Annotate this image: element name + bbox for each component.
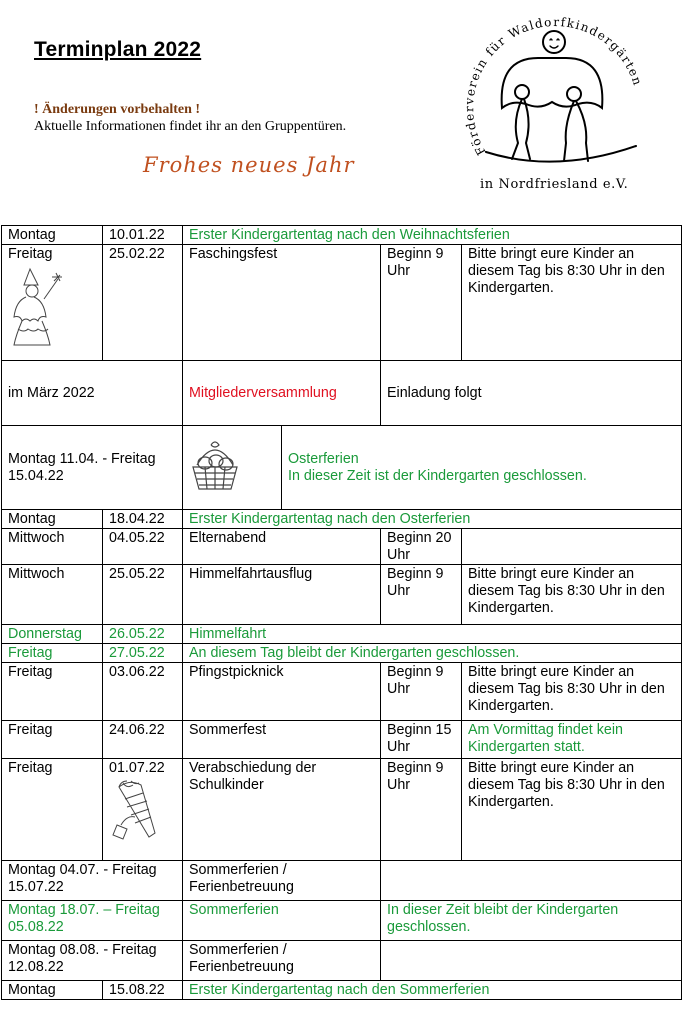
event-note: In dieser Zeit ist der Kindergarten geschlossen. [288, 468, 587, 484]
table-row [2, 510, 682, 529]
date-cell: 18.04.22 [103, 510, 183, 529]
note-cell [381, 941, 682, 981]
note-cell: In dieser Zeit bleibt der Kindergarten geschlossen. [381, 901, 682, 941]
note-cell [462, 529, 682, 565]
image-cell [183, 426, 282, 510]
date-cell: 15.08.22 [103, 981, 183, 1000]
table-row [2, 663, 682, 721]
day-cell: Freitag [2, 644, 103, 663]
note-cell: Einladung folgt [381, 361, 682, 426]
easter-basket-icon [189, 439, 241, 493]
date-cell: 27.05.22 [103, 644, 183, 663]
table-row [2, 861, 682, 901]
event-cell: Erster Kindergartentag nach den Weihnachtsferien [183, 226, 682, 245]
event-cell: An diesem Tag bleibt der Kindergarten geschlossen. [183, 644, 682, 663]
page-title: Terminplan 2022 [34, 38, 202, 61]
time-cell: Beginn 9 Uhr [381, 663, 462, 721]
event-cell [282, 426, 682, 510]
date-text: 01.07.22 [109, 760, 165, 776]
day-cell: Freitag [2, 759, 103, 861]
when-cell: im März 2022 [2, 361, 183, 426]
table-row [2, 245, 682, 361]
day-cell: Freitag [2, 663, 103, 721]
clown-illustration-icon [8, 265, 68, 349]
note-cell: Am Vormittag findet kein Kindergarten statt. [462, 721, 682, 759]
day-cell: Donnerstag [2, 625, 103, 644]
day-text: Freitag [8, 246, 53, 262]
day-cell [2, 245, 103, 361]
when-cell: Montag 04.07. - Freitag 15.07.22 [2, 861, 183, 901]
table-row [2, 981, 682, 1000]
when-cell: Montag 18.07. – Freitag 05.08.22 [2, 901, 183, 941]
day-cell: Mittwoch [2, 565, 103, 625]
school-cone-icon [109, 779, 165, 845]
new-year-greeting: Frohes neues Jahr [143, 153, 355, 177]
event-cell: Erster Kindergartentag nach den Osterferien [183, 510, 682, 529]
event-cell: Erster Kindergartentag nach den Sommerferien [183, 981, 682, 1000]
table-row [2, 625, 682, 644]
schedule-table [1, 225, 682, 1000]
logo-arc-text: Förderverein für Waldorfkindergärten [462, 14, 646, 158]
time-cell: Beginn 20 Uhr [381, 529, 462, 565]
date-cell: 04.05.22 [103, 529, 183, 565]
note-cell [381, 861, 682, 901]
event-cell: Elternabend [183, 529, 381, 565]
event-cell: Sommerfest [183, 721, 381, 759]
event-cell: Pfingstpicknick [183, 663, 381, 721]
time-cell: Beginn 9 Uhr [381, 759, 462, 861]
day-cell: Montag [2, 510, 103, 529]
time-cell: Beginn 9 Uhr [381, 245, 462, 361]
table-row [2, 565, 682, 625]
note-cell: Bitte bringt eure Kinder an diesem Tag bis 8:30 Uhr in den Kindergarten. [462, 759, 682, 861]
table-row [2, 901, 682, 941]
event-cell: Mitgliederversammlung [183, 361, 381, 426]
note-cell: Bitte bringt eure Kinder an diesem Tag bis 8:30 Uhr in den Kindergarten. [462, 565, 682, 625]
event-cell: Sommerferien / Ferienbetreuung [183, 941, 381, 981]
event-cell: Faschingsfest [183, 245, 381, 361]
table-row [2, 941, 682, 981]
when-cell: Montag 11.04. - Freitag 15.04.22 [2, 426, 183, 510]
date-cell: 03.06.22 [103, 663, 183, 721]
table-row [2, 644, 682, 663]
date-cell: 10.01.22 [103, 226, 183, 245]
date-cell: 26.05.22 [103, 625, 183, 644]
day-cell: Mittwoch [2, 529, 103, 565]
date-cell: 24.06.22 [103, 721, 183, 759]
info-text: Aktuelle Informationen findet ihr an den Gruppentüren. [34, 119, 347, 134]
changes-notice: ! Änderungen vorbehalten ! [34, 102, 201, 117]
date-cell: 25.05.22 [103, 565, 183, 625]
table-row [2, 759, 682, 861]
table-row [2, 426, 682, 510]
date-cell: 25.02.22 [103, 245, 183, 361]
event-cell: Sommerferien [183, 901, 381, 941]
time-cell: Beginn 15 Uhr [381, 721, 462, 759]
day-cell: Montag [2, 981, 103, 1000]
note-cell: Bitte bringt eure Kinder an diesem Tag bis 8:30 Uhr in den Kindergarten. [462, 245, 682, 361]
day-cell: Montag [2, 226, 103, 245]
table-row [2, 721, 682, 759]
table-row [2, 361, 682, 426]
date-cell [103, 759, 183, 861]
svg-text:Förderverein für Waldorfkinder [462, 15, 645, 158]
event-cell: Sommerferien / Ferienbetreuung [183, 861, 381, 901]
event-cell: Himmelfahrtausflug [183, 565, 381, 625]
event-cell: Verabschiedung der Schulkinder [183, 759, 381, 861]
event-title: Osterferien [288, 451, 359, 467]
note-cell: Bitte bringt eure Kinder an diesem Tag bis 8:30 Uhr in den Kindergarten. [462, 663, 682, 721]
when-cell: Montag 08.08. - Freitag 12.08.22 [2, 941, 183, 981]
table-row [2, 226, 682, 245]
time-cell: Beginn 9 Uhr [381, 565, 462, 625]
event-cell: Himmelfahrt [183, 625, 682, 644]
association-logo [446, 2, 676, 194]
logo-bottom-text: in Nordfriesland e.V. [480, 177, 629, 192]
table-row [2, 529, 682, 565]
day-cell: Freitag [2, 721, 103, 759]
